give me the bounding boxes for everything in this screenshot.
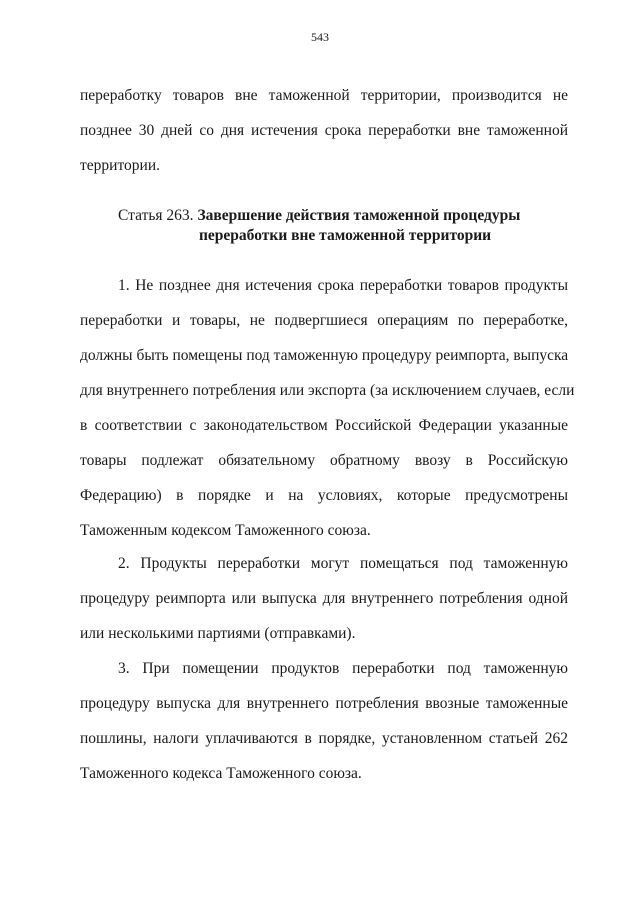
paragraph-line: или несколькими партиями (отправками). — [80, 625, 356, 642]
page-number: 543 — [311, 30, 329, 44]
paragraph-line: товары подлежат обязательному обратному ввозу в Российскую — [80, 452, 568, 469]
paragraph-line: Таможенным кодексом Таможенного союза. — [80, 522, 371, 539]
paragraph-line: переработки и товары, не подвергшиеся операциям по переработке, — [80, 312, 568, 329]
article-title-line1: Завершение действия таможенной процедуры — [197, 207, 521, 224]
paragraph-line: 1. Не позднее дня истечения срока переработки товаров продукты — [118, 277, 568, 294]
article-title-line2: переработки вне таможенной территории — [199, 227, 492, 244]
paragraph-line: процедуру реимпорта или выпуска для внутреннего потребления одной — [80, 590, 568, 607]
paragraph-line: должны быть помещены под таможенную процедуру реимпорта, выпуска — [80, 347, 569, 364]
paragraph-line: Федерацию) в порядке и на условиях, которые предусмотрены — [80, 487, 568, 504]
paragraph-line: 3. При помещении продуктов переработки под таможенную — [118, 660, 568, 677]
paragraph-line: процедуру выпуска для внутреннего потребления ввозные таможенные — [80, 695, 568, 712]
paragraph-line: 2. Продукты переработки могут помещаться под таможенную — [118, 555, 568, 572]
paragraph-line: Таможенного кодекса Таможенного союза. — [80, 765, 362, 782]
intro-line: переработку товаров вне таможенной территории, производится не — [80, 87, 568, 104]
article-prefix: Статья 263. — [118, 207, 194, 224]
paragraph-line: в соответствии с законодательством Российской Федерации указанные — [80, 417, 568, 434]
paragraph-line: пошлины, налоги уплачиваются в порядке, установленном статьей 262 — [80, 730, 568, 747]
intro-line: территории. — [80, 157, 160, 174]
paragraph-line: для внутреннего потребления или экспорта (за исключением случаев, если — [80, 382, 575, 399]
intro-line: позднее 30 дней со дня истечения срока переработки вне таможенной — [80, 122, 568, 139]
